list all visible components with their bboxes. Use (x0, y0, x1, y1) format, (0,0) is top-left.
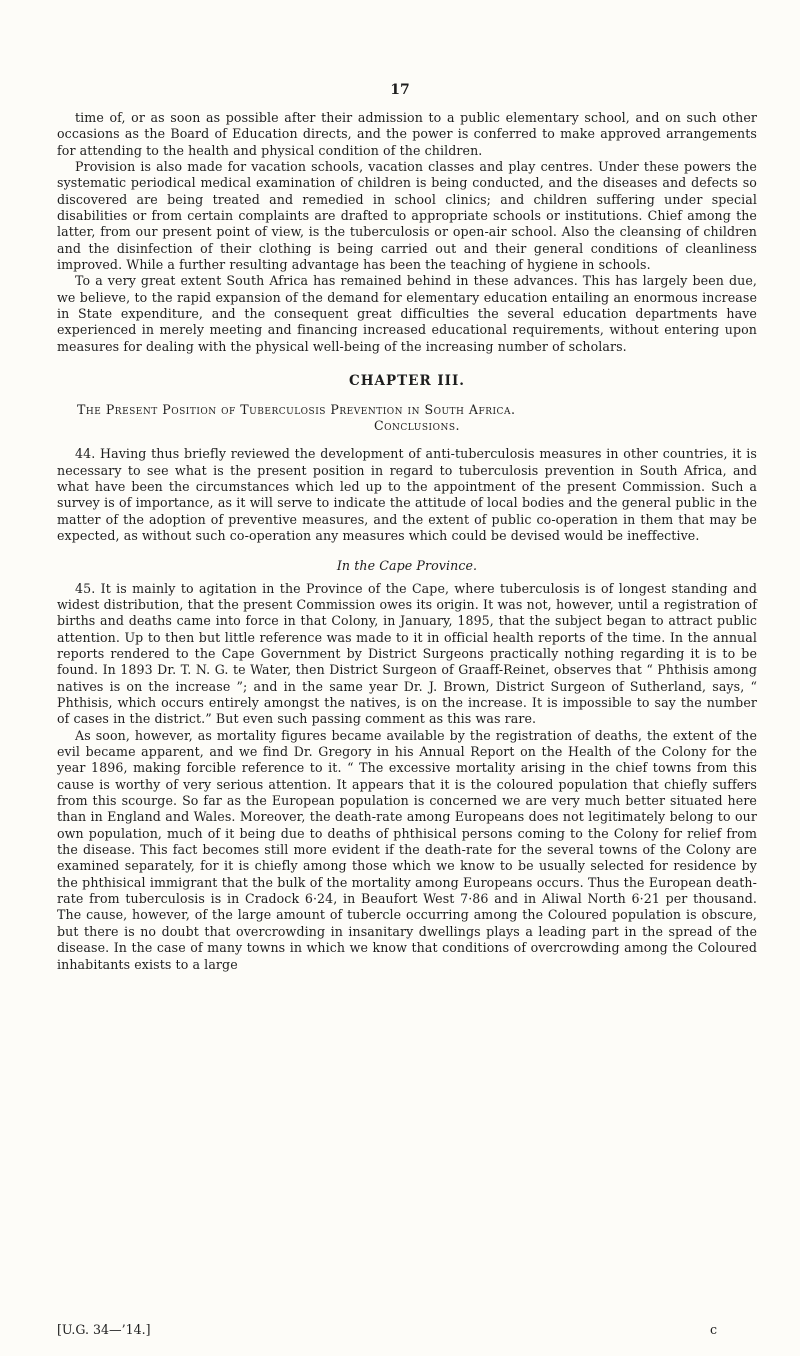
paragraph: Provision is also made for vacation schools, vacation classes and play centres. Under these powers the systematic periodical medical examination of children is being conducted, and the diseases and defects so discovered are being treated and remedied in school clinics; and children suffering under special disabilities or from certain complaints are drafted to appropriate schools or institutions. Chief among the latter, from our present point of view, is the tuberculosis or open-air school. Also the cleansing of children and the disinfection of their clothing is being carried out and their general conditions of cleanliness improved. While a further resulting advantage has been the teaching of hygiene in schools. (57, 159, 757, 273)
paragraph-46: As soon, however, as mortality figures became available by the registration of deaths, the extent of the evil became apparent, and we find Dr. Gregory in his Annual Report on the Health of the Colony for the year 1896, making forcible reference to it. “ The excessive mortality arising in the chief towns from this cause is worthy of very serious attention. It appears that it is the coloured population that chiefly suffers from this scourge. So far as the European population is concerned we are very much better situated here than in England and Wales. Moreover, the death-rate among Europeans does not legitimately belong to our own population, much of it being due to deaths of phthisical persons coming to the Colony for relief from the disease. This fact becomes still more evident if the death-rate for the several towns of the Colony are examined separately, for it is chiefly among those which we know to be usually selected for residence by the phthisical immigrant that the bulk of the mortality among Europeans occurs. Thus the European death-rate from tuberculosis is in Cradock 6·24, in Beaufort West 7·86 and in Aliwal North 6·21 per thousand. The cause, however, of the large amount of tubercle occurring among the Coloured population is obscure, but there is no doubt that overcrowding in insanitary dwellings plays a leading part in the spread of the disease. In the case of many towns in which we know that conditions of overcrowding among the Coloured inhabitants exists to a large (57, 727, 757, 972)
chapter-subtitle-line1: The Present Position of Tuberculosis Prevention in South Africa. (77, 401, 516, 417)
body-text (57, 110, 757, 973)
paragraph: To a very great extent South Africa has remained behind in these advances. This has largely been due, we believe, to the rapid expansion of the demand for elementary education entailing an enormous increase in State expenditure, and the consequent great difficulties the several education departments have experienced in merely meeting and financing increased educational requirements, without entering upon measures for dealing with the physical well-being of the increasing number of scholars. (57, 273, 757, 354)
footer-reference: [U.G. 34—’14.] (57, 1322, 151, 1337)
page-footer (57, 1322, 757, 1337)
paragraph-44: 44. Having thus briefly reviewed the development of anti-tuberculosis measures in other countries, it is necessary to see what is the present position in regard to tuberculosis prevention in South Africa, and what have been the circumstances which led up to the appointment of the present Commission. Such a survey is of importance, as it will serve to indicate the attitude of local bodies and the general public in the matter of the adoption of preventive measures, and the extent of public co-operation in them that may be expected, as without such co-operation any measures which could be devised would be ineffective. (57, 446, 757, 543)
section-heading: In the Cape Province. (336, 558, 478, 574)
chapter-title: CHAPTER III. (348, 373, 466, 390)
paragraph: time of, or as soon as possible after their admission to a public elementary school, and on such other occasions as the Board of Education directs, and the power is conferred to make approved arrangements for attending to the health and physical condition of the children. (57, 110, 757, 158)
paragraph-45: 45. It is mainly to agitation in the Province of the Cape, where tuberculosis is of longest standing and widest distribution, that the present Commission owes its origin. It was not, however, until a registration of births and deaths came into force in that Colony, in January, 1895, that the subject began to attract public attention. Up to then but little reference was made to it in official health reports of the time. In the annual reports rendered to the Cape Government by District Surgeons practically nothing regarding it is to be found. In 1893 Dr. T. N. G. te Water, then District Surgeon of Graaff-Reinet, observes that “ Phthisis among natives is on the increase ”; and in the same year Dr. J. Brown, District Surgeon of Sutherland, says, “ Phthisis, which occurs entirely amongst the natives, is on the increase. It is impossible to say the number of cases in the district.” But even such passing comment as this was rare. (57, 580, 757, 727)
page-number: 17 (390, 82, 410, 98)
chapter-subtitle (77, 402, 757, 435)
signature-mark: c (709, 1322, 717, 1337)
chapter-subtitle-line2: Conclusions. (374, 417, 460, 433)
